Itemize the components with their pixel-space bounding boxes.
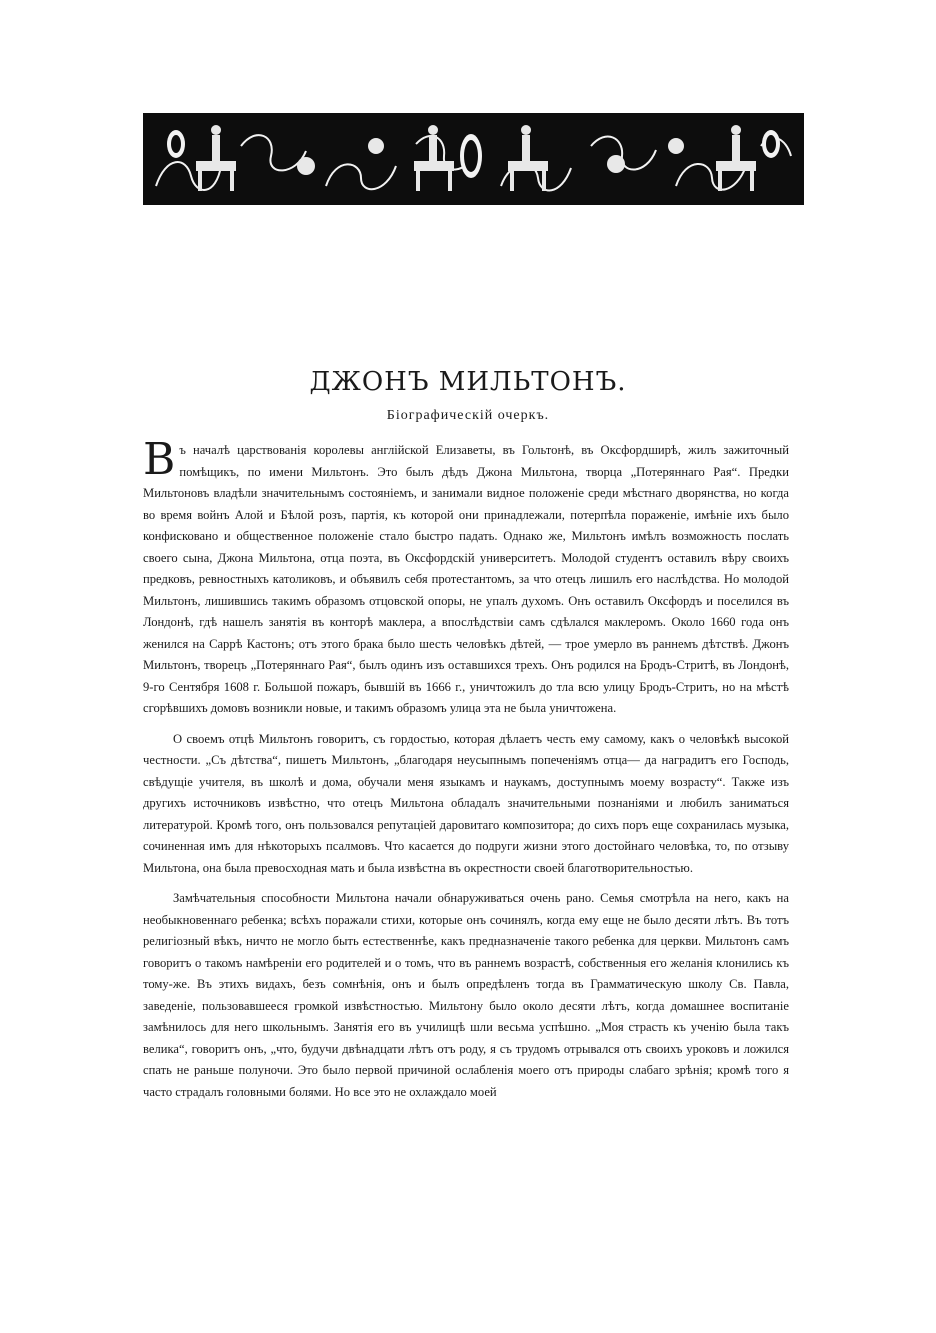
paragraph-1-text: ъ началѣ царствованія королевы англійской Елизаветы, въ Гольтонѣ, въ Оксфордширѣ, жилъ зажиточный помѣщикъ, по имени Мильтонъ. Это былъ дѣдъ Джона Мильтона, творца „Потеряннаго Рая“. Предки Мильтоновъ владѣли значительнымъ состояніемъ, и занимали видное положеніе среди мѣстнаго дворянства, но когда во время войнъ Алой и Бѣлой розъ, партія, къ которой они принадлежали, потерпѣла пораженіе, имѣніе ихъ было конфисковано и общественное положеніе стало быстро падать. Однако же, Мильтонъ имѣлъ возможность послать своего сына, Джона Мильтона, отца поэта, въ Оксфордскій университетъ. Молодой студентъ оставилъ вѣру своихъ предковъ, ревностныхъ католиковъ, и объявилъ себя протестантомъ, за что отецъ лишилъ его наслѣдства. Но молодой Мильтонъ, лишившись такимъ образомъ отцовской опоры, не упалъ духомъ. Онъ оставилъ Оксфордъ и поселился въ Лондонѣ, гдѣ нашелъ занятія въ конторѣ маклера, а впослѣдствіи самъ сдѣлался маклеромъ. Около 1660 года онъ женился на Саррѣ Кастонъ; отъ этого брака было шесть человѣкъ дѣтей, — трое умерло въ раннемъ дѣтствѣ. Джонъ Мильтонъ, творецъ „Потеряннаго Рая“, былъ одинъ изъ оставшихся трехъ. Онъ родился на Бродъ-Стритѣ, въ Лондонѣ, 9-го Сентября 1608 г. Большой пожаръ, бывшій въ 1666 г., уничтожилъ до тла всю улицу Бродъ-Стритъ, но на мѣстѣ сгорѣвшихъ домовъ возникли новые, и такимъ образомъ улица эта не была уничтожена.: [143, 443, 789, 715]
drop-cap: В: [143, 434, 176, 485]
paragraph-3: Замѣчательныя способности Мильтона начали обнаруживаться очень рано. Семья смотрѣла на него, какъ на необыкновеннаго ребенка; всѣхъ поражали стихи, которые онъ сочинялъ, когда ему еще не было десяти лѣтъ. Въ тотъ религіозный вѣкъ, ничто не могло быть естественнѣе, какъ предназначеніе такого ребенка для церкви. Мильтонъ самъ говоритъ о такомъ намѣреніи его родителей и о томъ, что въ раннемъ возрастѣ, собственныя его желанія клонились къ тому-же. Въ этихъ видахъ, безъ сомнѣнія, онъ и былъ опредѣленъ тогда въ Грамматическую школу Св. Павла, заведеніе, пользовавшееся громкой извѣстностью. Мильтону было около десяти лѣтъ, когда домашнее воспитаніе замѣнилось для него школьнымъ. Занятія его въ училищѣ шли весьма успѣшно. „Моя страсть къ ученію была такъ велика“, говоритъ онъ, „что, будучи двѣнадцати лѣтъ отъ роду, я съ трудомъ отрывался отъ своихъ уроковъ и ложился спать не раньше полуночи. Это было первой причиной ослабленія моего отъ природы слабаго зрѣнія; кромѣ того я часто страдалъ головными болями. Но все это не охлаждало моей: [143, 891, 789, 1099]
article-subtitle: Біографическій очеркъ.: [386, 408, 550, 423]
article-title: ДЖОНЪ МИЛЬТОНЪ.: [309, 367, 627, 397]
ornamental-frieze-icon: [146, 116, 801, 202]
article-body: [143, 434, 789, 1112]
paragraph-1: [143, 434, 789, 720]
ornamental-banner: [143, 113, 804, 205]
paragraph-2: О своемъ отцѣ Мильтонъ говоритъ, съ гордостью, которая дѣлаетъ честь ему самому, какъ о человѣкѣ высокой честности. „Съ дѣтства“, пишетъ Мильтонъ, „благодаря неусыпнымъ попеченіямъ отца— да наградитъ его Господь, свѣдущіе учителя, въ школѣ и дома, обучали меня языкамъ и наукамъ, доступнымъ моему возрасту“. Также изъ другихъ источниковъ извѣстно, что отецъ Мильтона обладалъ значительными познаніями и любилъ заниматься литературой. Кромѣ того, онъ пользовался репутаціей даровитаго композитора; до сихъ поръ еще сохранилась музыка, сочиненная имъ для нѣкоторыхъ псалмовъ. Что касается до подруги жизни этого достойнаго человѣка, то, по отзыву Мильтона, она была превосходная мать и была извѣстна въ окрестности своей благотворительностью.: [143, 731, 789, 875]
